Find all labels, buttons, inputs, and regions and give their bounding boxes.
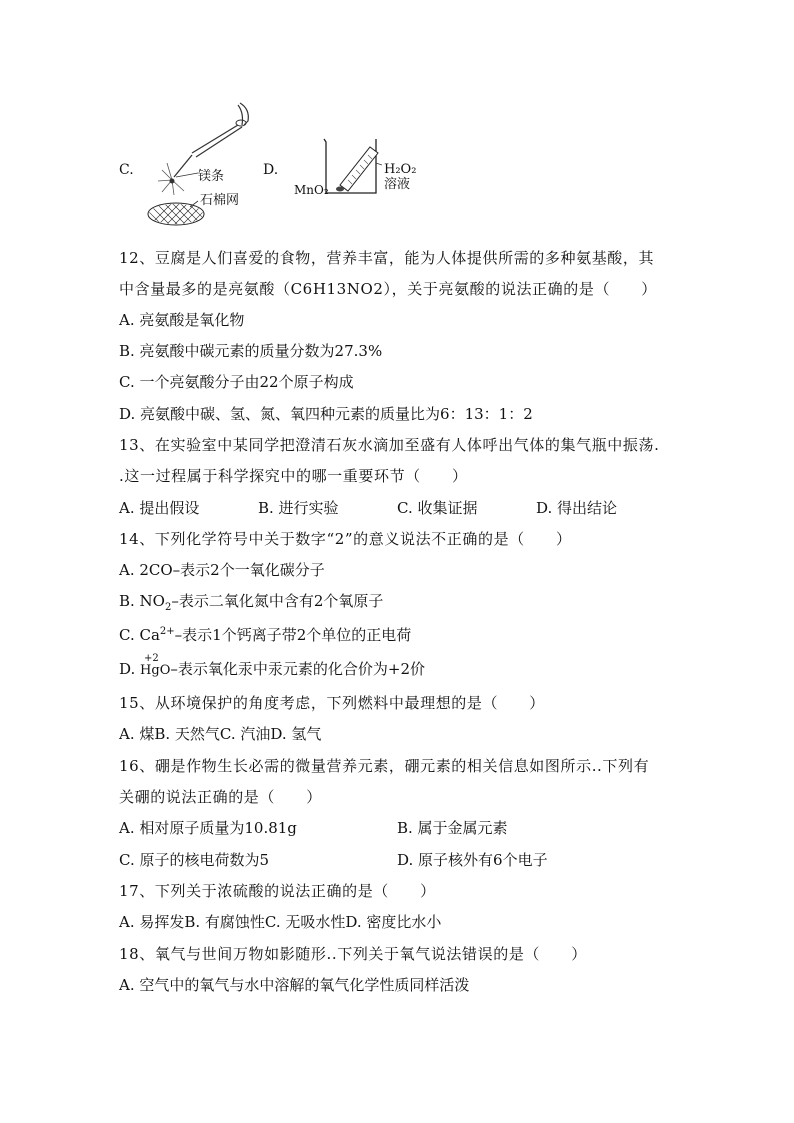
q18-stem: 18、氧气与世间万物如影随形..下列关于氧气说法错误的是（ ）	[119, 945, 587, 963]
solution-label: 溶液	[384, 177, 411, 192]
beaker-figure	[320, 135, 390, 197]
q12-option-d: D. 亮氨酸中碳、氢、氮、氧四种元素的质量比为6：13：1：2	[119, 405, 533, 423]
q16-option-d: D. 原子核外有6个电子	[397, 851, 548, 869]
q14-option-b	[119, 591, 383, 618]
q13-stem-line2: .这一过程属于科学探究中的哪一重要环节（ ）	[119, 467, 468, 485]
mno2-label: MnO₂	[294, 183, 329, 197]
q14-stem: 14、下列化学符号中关于数字“2”的意义说法不正确的是（ ）	[119, 530, 572, 548]
q16-stem-line2: 关硼的说法正确的是（ ）	[119, 788, 322, 806]
q13-stem-line1: 13、在实验室中某同学把澄清石灰水滴加至盛有人体呼出气体的集气瓶中振荡.	[119, 436, 660, 454]
magnesium-ribbon-label: 镁条	[198, 169, 225, 184]
q17-options: A. 易挥发B. 有腐蚀性C. 无吸水性D. 密度比水小	[119, 913, 442, 931]
q12-stem-line1: 12、豆腐是人们喜爱的食物，营养丰富，能为人体提供所需的多种氨基酸，其	[119, 249, 655, 267]
q16-stem-line1: 16、硼是作物生长必需的微量营养元素，硼元素的相关信息如图所示..下列有	[119, 757, 650, 775]
h2o2-label: H₂O₂	[384, 162, 417, 177]
burning-magnesium-figure	[140, 95, 260, 235]
q16-option-b: B. 属于金属元素	[397, 819, 508, 837]
q16-option-c: C. 原子的核电荷数为5	[119, 851, 270, 869]
q12-option-b: B. 亮氨酸中碳元素的质量分数为27.3%	[119, 342, 383, 360]
q14-b-prefix: B. NO	[119, 592, 165, 610]
option-d-label: D.	[263, 162, 279, 178]
hgo-formula-text: HgO	[140, 663, 171, 678]
q17-stem: 17、下列关于浓硫酸的说法正确的是（ ）	[119, 882, 436, 900]
q14-option-c	[119, 622, 411, 645]
q12-option-a: A. 亮氨酸是氧化物	[119, 311, 245, 329]
q18-option-a: A. 空气中的氧气与水中溶解的氧气化学性质同样活泼	[119, 976, 470, 994]
q14-c-prefix: C. Ca	[119, 626, 160, 644]
q14-b-subscript: 2	[164, 602, 172, 613]
hgo-formula	[140, 653, 171, 681]
q14-b-text: –表示二氧化氮中含有2个氧原子	[171, 592, 384, 610]
q13-option-a: A. 提出假设	[119, 499, 200, 517]
q15-stem: 15、从环境保护的角度考虑，下列燃料中最理想的是（ ）	[119, 694, 545, 712]
q15-options: A. 煤B. 天然气C. 汽油D. 氢气	[119, 725, 322, 743]
q14-option-d	[119, 653, 425, 681]
q14-d-text: –表示氧化汞中汞元素的化合价为+2价	[170, 660, 425, 678]
q13-option-d: D. 得出结论	[536, 499, 618, 517]
q16-option-a: A. 相对原子质量为10.81g	[119, 819, 297, 837]
option-c-label: C.	[119, 162, 134, 178]
q14-c-text: –表示1个钙离子带2个单位的正电荷	[174, 626, 412, 644]
q13-option-b: B. 进行实验	[258, 499, 339, 517]
q13-option-c: C. 收集证据	[397, 499, 478, 517]
q12-option-c: C. 一个亮氨酸分子由22个原子构成	[119, 373, 354, 391]
q14-option-a: A. 2CO–表示2个一氧化碳分子	[119, 561, 325, 579]
hgo-oxidation-state: +2	[144, 653, 159, 664]
asbestos-mesh-label: 石棉网	[200, 193, 240, 208]
q12-stem-line2: 中含量最多的是亮氨酸（C6H13NO2），关于亮氨酸的说法正确的是（ ）	[119, 280, 657, 298]
q14-c-superscript: 2+	[159, 626, 175, 637]
q14-d-prefix: D.	[119, 660, 136, 678]
